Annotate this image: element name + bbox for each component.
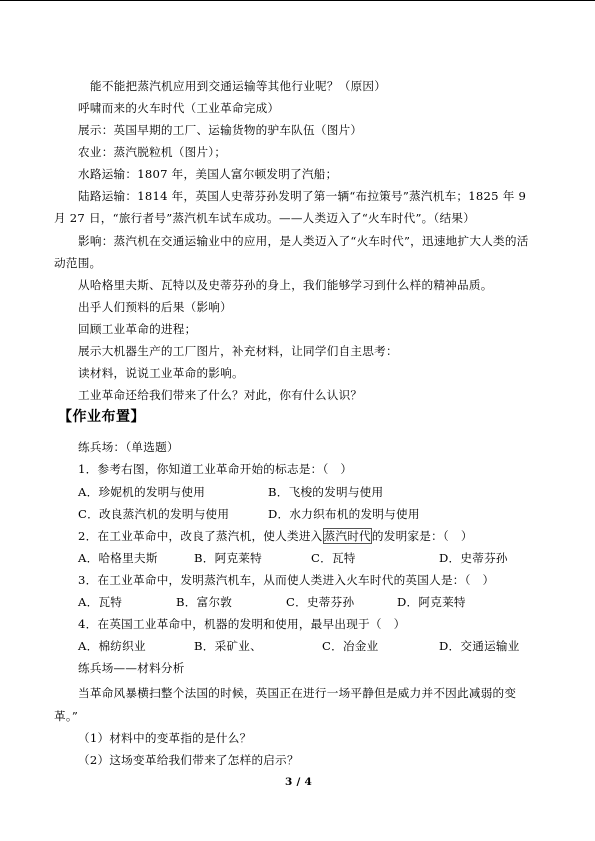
- text-line-9: 动范围。: [54, 256, 102, 270]
- text-line-8: 影响：蒸汽机在交通运输业中的应用，是人类迈入了“火车时代”，迅速地扩大人类的活: [78, 234, 529, 248]
- question-2-option-d: D．史蒂芬孙: [439, 551, 508, 565]
- question-4-option-b: B．采矿业、: [194, 639, 262, 653]
- text-line-7: 月 27 日，“旅行者号”蒸汽机车试车成功。——人类迈入了“火车时代”。（结果）: [54, 211, 476, 225]
- question-1-option-c: C．改良蒸汽机的发明与使用: [78, 507, 230, 521]
- question-4-option-d: D．交通运输业: [439, 639, 520, 653]
- page-number: 3 / 4: [285, 776, 313, 788]
- text-line-10: 从哈格里夫斯、瓦特以及史蒂芬孙的身上，我们能够学习到什么样的精神品质。: [78, 278, 493, 292]
- analysis-quote-line-1: 当革命风暴横扫整个法国的时候，英国正在进行一场平静但是威力并不因此减弱的变: [78, 686, 517, 700]
- question-1-option-a: A．珍妮机的发明与使用: [78, 485, 206, 499]
- exercise-intro: 练兵场：（单选题）: [78, 440, 179, 454]
- text-line-14: 读材料，说说工业革命的影响。: [78, 366, 244, 380]
- question-3-option-d: D．阿克莱特: [397, 595, 466, 609]
- text-line-2: 呼啸而来的火车时代（工业革命完成）: [78, 101, 280, 115]
- question-1-option-b: B．飞梭的发明与使用: [268, 485, 384, 499]
- question-2-option-c: C．瓦特: [311, 551, 356, 565]
- analysis-question-2: （2）这场变革给我们带来了怎样的启示？: [78, 753, 299, 767]
- text-line-13: 展示大机器生产的工厂图片，补充材料，让同学们自主思考：: [78, 344, 398, 358]
- header-rule: [0, 0, 595, 1]
- question-4-option-a: A．棉纺织业: [78, 639, 146, 653]
- question-2-stem-part-a: 2．在工业革命中，改良了蒸汽机，使人类进入: [78, 529, 323, 543]
- analysis-question-1: （1）材料中的变革指的是什么？: [78, 731, 252, 745]
- question-4-stem: 4．在英国工业革命中，机器的发明和使用，最早出现于（ ）: [78, 617, 406, 631]
- question-2-stem: [78, 528, 473, 544]
- text-line-6: 陆路运输：1814 年，英国人史蒂芬孙发明了第一辆“布拉策号”蒸汽机车；1825 年 9: [78, 189, 527, 203]
- question-2-boxed-term: 蒸汽时代: [323, 529, 371, 543]
- question-3-option-b: B．富尔敦: [176, 595, 233, 609]
- question-2-stem-part-b: 的发明家是：（ ）: [371, 529, 473, 543]
- question-2-option-b: B．阿克莱特: [194, 551, 262, 565]
- text-line-5: 水路运输：1807 年，美国人富尔顿发明了汽船；: [78, 167, 338, 181]
- text-line-12: 回顾工业革命的进程；: [78, 322, 197, 336]
- question-2-option-a: A．哈格里夫斯: [78, 551, 158, 565]
- question-3-stem: 3．在工业革命中，发明蒸汽机车，从而使人类进入火车时代的英国人是：（ ）: [78, 573, 495, 587]
- question-1-option-d: D．水力织布机的发明与使用: [268, 507, 420, 521]
- analysis-quote-line-2: 革。”: [54, 709, 79, 723]
- text-line-3: 展示：英国早期的工厂、运输货物的驴车队伍（图片）: [78, 123, 363, 137]
- text-line-11: 出乎人们预料的后果（影响）: [78, 300, 232, 314]
- text-line-1: 能不能把蒸汽机应用到交通运输等其他行业呢？（原因）: [90, 79, 387, 93]
- question-1-stem: 1．参考右图，你知道工业革命开始的标志是：（ ）: [78, 462, 353, 476]
- analysis-title: 练兵场——材料分析: [78, 661, 185, 675]
- text-line-4: 农业：蒸汽脱粒机（图片）；: [78, 145, 227, 159]
- question-3-option-c: C．史蒂芬孙: [286, 595, 355, 609]
- question-4-option-c: C．冶金业: [322, 639, 379, 653]
- text-line-15: 工业革命还给我们带来了什么？对此，你有什么认识？: [78, 388, 363, 402]
- section-heading: 【作业布置】: [58, 409, 145, 425]
- question-3-option-a: A．瓦特: [78, 595, 123, 609]
